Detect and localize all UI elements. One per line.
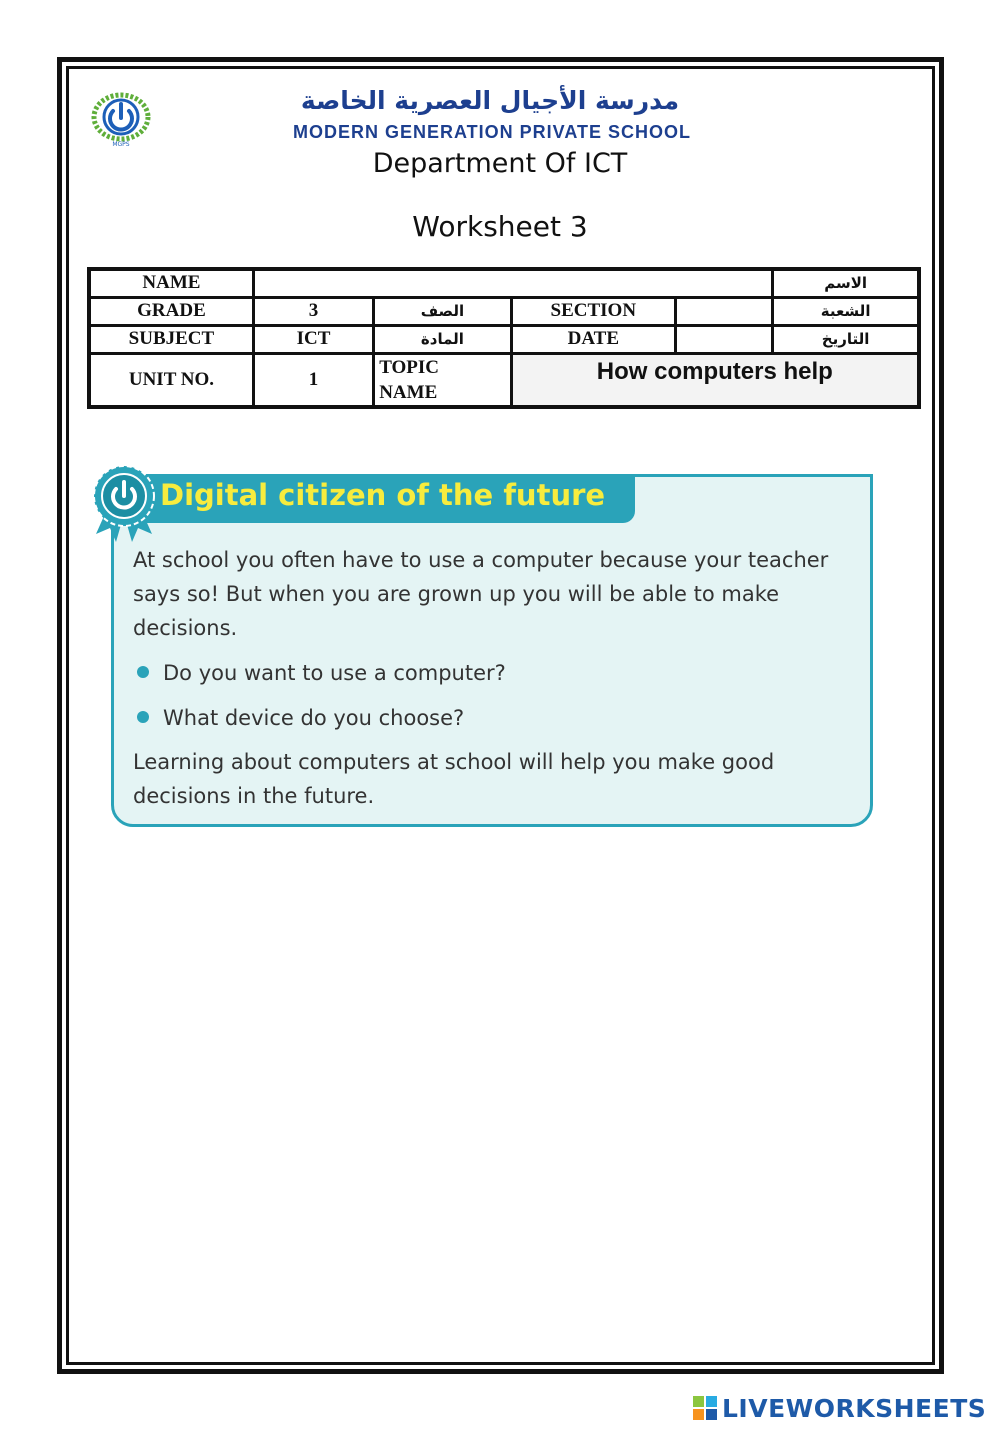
topic-value: How computers help — [511, 353, 919, 407]
grade-label: GRADE — [89, 297, 253, 325]
school-logo — [90, 92, 152, 148]
power-icon — [88, 462, 160, 544]
liveworksheets-brand[interactable] — [692, 1392, 986, 1424]
bullet-icon — [137, 666, 149, 678]
date-label: DATE — [511, 325, 675, 353]
subject-label-arabic: المادة — [374, 325, 511, 353]
date-label-arabic: التاريخ — [773, 325, 919, 353]
bullet-text: What device do you choose? — [163, 706, 465, 730]
citizen-closing-paragraph: Learning about computers at school will help you make good decisions in the future. — [133, 750, 775, 808]
school-name-english: MODERN GENERATION PRIVATE SCHOOL — [292, 122, 691, 142]
topic-label-line2: NAME — [379, 381, 438, 403]
unit-label: UNIT NO. — [89, 353, 253, 407]
name-label: NAME — [89, 269, 253, 297]
topic-label — [374, 353, 511, 407]
section-label-arabic: الشعبة — [773, 297, 919, 325]
logo-label: MGPS — [112, 141, 130, 148]
list-item — [133, 656, 853, 690]
section-field[interactable] — [676, 297, 773, 325]
date-field[interactable] — [676, 325, 773, 353]
topic-label-line1: TOPIC — [379, 356, 440, 378]
bullet-icon — [137, 711, 149, 723]
liveworksheets-text: LIVEWORKSHEETS — [722, 1393, 987, 1423]
name-field[interactable] — [253, 269, 772, 297]
subject-value: ICT — [253, 325, 373, 353]
department-title: Department Of ICT — [372, 148, 628, 179]
grade-value: 3 — [253, 297, 373, 325]
subject-label: SUBJECT — [89, 325, 253, 353]
list-item — [133, 701, 853, 735]
section-label: SECTION — [511, 297, 675, 325]
grade-label-arabic: الصف — [374, 297, 511, 325]
citizen-intro-paragraph: At school you often have to use a computer because your teacher says so! But when you are grown up you will be able to make decisions. — [133, 548, 829, 640]
digital-citizen-title: Digital citizen of the future — [160, 478, 606, 512]
student-info-table — [87, 267, 921, 409]
name-label-arabic: الاسم — [773, 269, 919, 297]
unit-value: 1 — [253, 353, 373, 407]
liveworksheets-logo-icon — [692, 1395, 718, 1421]
school-name-arabic: مدرسة الأجيال العصرية الخاصة — [300, 86, 680, 115]
worksheet-title: Worksheet 3 — [412, 210, 588, 243]
bullet-text: Do you want to use a computer? — [163, 661, 506, 685]
